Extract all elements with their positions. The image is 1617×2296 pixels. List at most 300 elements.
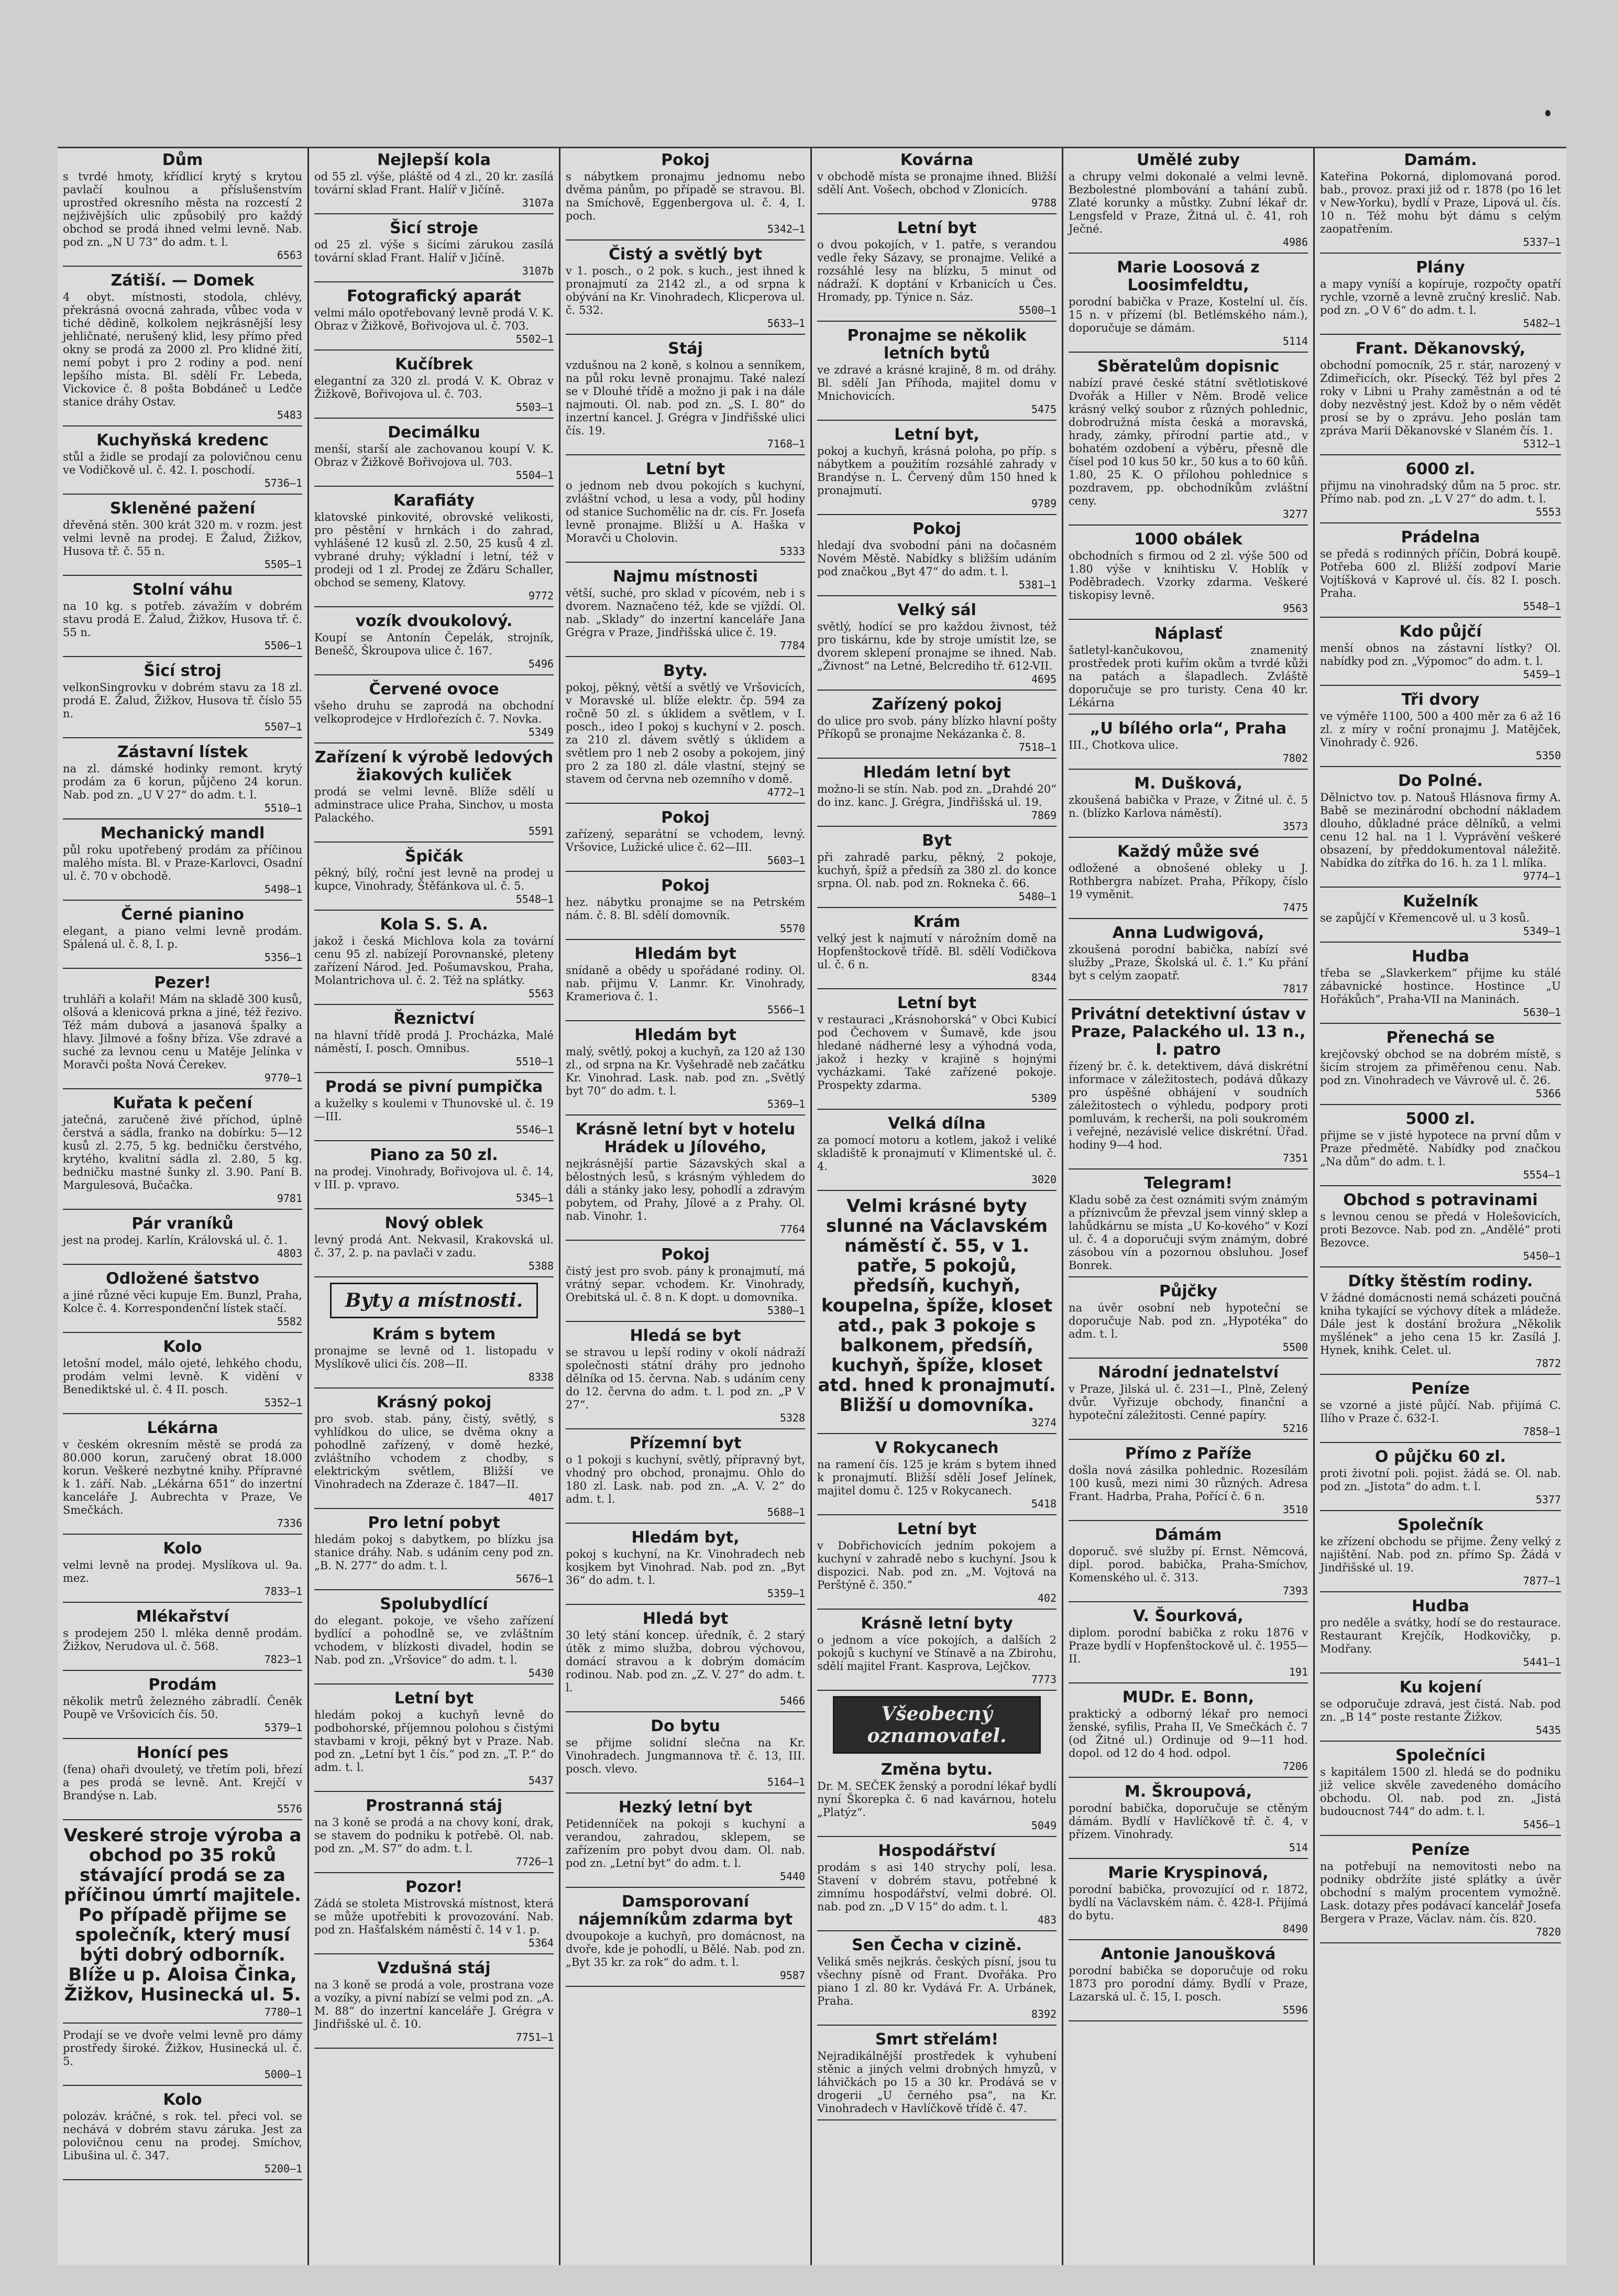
ad-number: 7872	[1535, 1357, 1561, 1370]
classified-ad	[1069, 775, 1308, 838]
ad-number: 5359—1	[767, 1587, 805, 1600]
ad-number: 5591	[528, 825, 554, 837]
classified-ad	[566, 1529, 805, 1605]
ad-heading: Špičák	[404, 847, 464, 866]
ad-heading: Šicí stroj	[144, 662, 222, 680]
ad-heading: Odložené šatstvo	[106, 1270, 259, 1288]
classified-ad	[1069, 1283, 1308, 1359]
ad-body: s nábytkem pronajmu jednomu nebo dvěma pánům, po případě se stravou. Bl. na Smíchově, Eggenbergova ul. č. 4, I. poch.	[566, 170, 805, 222]
ad-heading: Hledám byt,	[631, 1528, 740, 1547]
ad-number: 5437	[528, 1774, 554, 1787]
ad-body: nabízí pravé české státní světlotiskové Dvořák a Hiller v Něm. Brodě velice krásný velký soubor z různých pohlednic, dobrodružná místa česká a moravská, hrady, zámky, přírodní partie atd., v bohatém ozdobení a výběru, přesně dle čísel pod 10 kus 50 kr., 50 kus a to 60 kůň. 1.80, 25 K. O přílohou pohlednice s pozdravem, pp. obchodníkům zvláštní ceny.	[1069, 377, 1308, 507]
ad-number: 5369—1	[767, 1098, 805, 1110]
classified-ad	[566, 1327, 805, 1429]
ad-body: menší, starší ale zachovanou koupí V. K. Obraz v Žižkově Bořivojova ul. 703.	[314, 443, 554, 468]
ad-body: pěkný, bílý, roční jest levně na prodej u kupce, Vinohrady, Štěfánkova ul. č. 5.	[314, 867, 554, 892]
ad-heading: Veskeré stroje výroba a obchod po 35 roků stávající prodá se za příčinou úmrtí majitele. Po případě přijme se společník, který musí býti dobrý odborník. Blíže u p. Aloisa Činka, Žižkov, Husinecká ul. 5.	[63, 1825, 302, 2005]
classified-ad	[1069, 720, 1308, 770]
classified-ad	[314, 1960, 554, 2049]
ad-body: Prodají se ve dvoře velmi levně pro dámy prostředy široké. Žižkov, Husinecká ul. č. 5.	[63, 2029, 302, 2068]
ad-number: 8392	[1031, 2008, 1057, 2020]
ad-number: 8490	[1282, 1922, 1308, 1935]
classified-ad	[817, 1842, 1057, 1931]
ad-number: 5554—1	[1523, 1168, 1561, 1181]
classified-ad	[1069, 1005, 1308, 1169]
column-6	[1315, 148, 1566, 2265]
classified-ad	[1320, 1516, 1561, 1592]
classified-ad	[63, 1744, 302, 1820]
ad-heading: Privátní detektivní ústav v Praze, Palackého ul. 13 n., I. patro	[1070, 1005, 1306, 1059]
ad-heading: Decimálku	[388, 423, 480, 442]
ad-body: se předá s rodinných příčin, Dobrá koupě. Potřeba 600 zl. Bližší zodpoví Marie Vojtíšková v Kaprové ul. čís. 82 I. posch. Praha.	[1320, 548, 1561, 599]
ad-heading: Pokoj	[661, 808, 710, 827]
classified-ad	[1320, 151, 1561, 254]
ad-heading: Velmi krásné byty slunné na Václavském náměstí č. 55, v 1. patře, 5 pokojů, předsíň, kuchyň, koupelna, špíže, kloset atd., pak 3 pokoje s balkonem, předsíň, kuchyň, špíže, kloset atd. hned k pronajmutí. Bližší u domovníka.	[818, 1196, 1056, 1416]
ad-heading: Honící pes	[136, 1744, 229, 1762]
ad-number: 9772	[528, 589, 554, 602]
ad-body: menší obnos na zástavní lístky? Ol. nabídky pod zn. „Výpomoc“ do adm. t. l.	[1320, 642, 1561, 668]
ad-heading: 1000 obálek	[1134, 530, 1242, 549]
classified-ad	[63, 151, 302, 267]
ad-body: při zahradě parku, pěkný, 2 pokoje, kuchyň, špíž a předsíň za 380 zl. do konce srpna. Ol. nab. pod zn. Rokneka č. 66.	[817, 851, 1057, 890]
ad-body: odložené a obnošené obleky u J. Rothbergra nabízet. Praha, Příkopy, číslo 19 vyměnit.	[1069, 862, 1308, 901]
classified-ad	[314, 220, 554, 282]
classified-ad	[63, 1608, 302, 1671]
ad-number: 7336	[277, 1517, 302, 1529]
ad-number: 5736—1	[264, 477, 302, 489]
classified-ad	[314, 1797, 554, 1873]
ad-body: letošní model, málo ojeté, lehkého chodu, prodám velmi levně. K vidění v Benediktské ul. č. 4 II. posch.	[63, 1357, 302, 1396]
classified-ad	[63, 432, 302, 495]
ad-number: 5576	[277, 1802, 302, 1815]
classified-ad	[1320, 1598, 1561, 1674]
ad-number: 3274	[1031, 1416, 1057, 1429]
ad-body: v českém okresním městě se prodá za 80.000 korun, zaručený obrat 18.000 korun. Veškeré nezbytné knihy. Přípravné k 1. září. Nab. „Lékárna 651“ do inzertní kanceláře J. Aubrechta v Praze, Ve Smečkách.	[63, 1438, 302, 1516]
ad-number: 5505—1	[264, 558, 302, 571]
classified-ad	[1069, 1945, 1308, 2021]
classified-ad	[566, 1799, 805, 1888]
ad-body: ve zdravé a krásné krajině, 8 m. od dráhy. Bl. sdělí Jan Příhoda, majitel domu v Mnichovicích.	[817, 364, 1057, 402]
ad-heading: Krásný pokoj	[376, 1393, 492, 1412]
ad-number: 7393	[1282, 1584, 1308, 1597]
ad-heading: Letní byt,	[894, 425, 980, 444]
ad-body: několik metrů železného zábradlí. Čeněk Poupě ve Vršovicích čís. 50.	[63, 1695, 302, 1721]
ad-number: 4695	[1031, 673, 1057, 685]
ad-heading: Letní byt	[645, 460, 725, 478]
ad-body: velmi levně na prodej. Myslíkova ul. 9a. mez.	[63, 1559, 302, 1584]
ad-number: 7773	[1031, 1673, 1057, 1686]
ad-number: 9788	[1031, 196, 1057, 209]
ad-body: (fena) ohaři dvouletý, ve třetím poli, březí a pes prodá se levně. Ant. Krejčí v Brandýse n. Lab.	[63, 1763, 302, 1802]
ad-heading: Fotografický aparát	[347, 287, 521, 305]
ad-heading: Byty.	[663, 662, 708, 680]
column-2	[309, 148, 560, 2265]
ad-number: 4986	[1282, 236, 1308, 248]
ad-body: velkonSingrovku v dobrém stavu za 18 zl. prodá E. Žalud, Žižkov, Husova tř. číslo 55 n.	[63, 681, 302, 720]
classified-ad	[63, 744, 302, 819]
classified-ad	[1069, 1526, 1308, 1602]
ad-body: truhláři a kolaři! Mám na skladě 300 kusů, olšová a klenicová prkna a jiné, též řezivo. Též mám dubová a jasanová špalky a hlavy. Jilmové a fošny bříza. Vše zdravé a suché za levnou cenu u Matěje Jelínka v Moravči pošta Nová Čerekev.	[63, 993, 302, 1071]
ad-heading: Stolní váhu	[132, 581, 233, 599]
ad-body: velmi málo opotřebovaný levně prodá V. K. Obraz v Žižkově, Bořivojova ul. č. 703.	[314, 307, 554, 332]
ad-number: 4772—1	[767, 786, 805, 799]
ad-number: 5688—1	[767, 1506, 805, 1518]
classified-ad	[1069, 358, 1308, 526]
ad-number: 5482—1	[1523, 317, 1561, 330]
ad-heading: V Rokycanech	[875, 1439, 999, 1457]
ad-number: 3020	[1031, 1173, 1057, 1186]
ad-number: 5496	[528, 658, 554, 670]
ad-number: 402	[1037, 1592, 1057, 1604]
classified-ad	[63, 1270, 302, 1333]
ad-heading: Krám	[913, 913, 961, 931]
ad-heading: Pokoj	[661, 1245, 710, 1264]
ad-body: na úvěr osobní neb hypoteční se doporučuje Nab. pod zn. „Hypotéka“ do adm. t. l.	[1069, 1302, 1308, 1340]
ad-heading: Letní byt	[897, 1520, 977, 1538]
ad-heading: Přízemní byt	[629, 1434, 742, 1452]
classified-ad	[314, 1146, 554, 1209]
ad-heading: Šicí stroje	[390, 219, 478, 237]
ad-body: za pomocí motoru a kotlem, jakož i veliké skladiště k pronajmutí v Klimentské ul. č. 4.	[817, 1134, 1057, 1173]
ad-heading: Pokoj	[661, 151, 710, 169]
ad-body: Dělnictvo tov. p. Natouš Hlásnova firmy A. Babě se mezinárodní obchodní nákladem dlouho, důkladné práce dělníků, a velmi cenu 12 hal. na 1 l. Vyprávění veškeré obsazení, by předdokumentoval náležitě. Nabídka do zítřka do 16. h. za 1 l. mlíka.	[1320, 791, 1561, 869]
ad-body: půl roku upotřebený prodám za příčinou malého místa. Bl. v Praze-Karlovci, Osadní ul. č. 70 v obchodě.	[63, 844, 302, 882]
ad-number: 9770—1	[264, 1072, 302, 1084]
classified-ad	[817, 2031, 1057, 2120]
ad-body: třeba se „Slavkerkem“ přijme ku stálé zábavnické hostince. Hostince „U Hořákůch“, Praha-VII na Maninách.	[1320, 967, 1561, 1005]
classified-ad	[1069, 1783, 1308, 1859]
ad-body: na 3 koně se prodá a vole, prostrana voze a vozíky, a pivní nabízí se velmi pod zn. „A. M. 88“ do inzertní kanceláře J. Grégra v Jindřišské ul. č. 10.	[314, 1978, 554, 2030]
classified-ad	[1320, 893, 1561, 943]
classified-ad	[314, 1010, 554, 1073]
ad-heading: Přenechá se	[1386, 1029, 1495, 1047]
ad-heading: Hledám byt	[634, 1026, 736, 1044]
column-4	[812, 148, 1063, 2265]
ad-heading: Do bytu	[651, 1717, 720, 1735]
ad-heading: Hledám letní byt	[863, 763, 1011, 782]
ad-number: 5216	[1282, 1422, 1308, 1435]
ad-number: 7351	[1282, 1152, 1308, 1164]
ad-number: 5503—1	[515, 401, 554, 413]
ad-body: proti životní poli. pojist. žádá se. Ol. nab. pod zn. „Jistota“ do adm. t. l.	[1320, 1467, 1561, 1493]
classified-ad	[1320, 948, 1561, 1024]
ad-heading: Telegram!	[1144, 1174, 1233, 1193]
ad-number: 5630—1	[1523, 1006, 1561, 1019]
classified-ad	[314, 356, 554, 419]
ad-heading: Najmu místnosti	[613, 567, 758, 586]
ad-number: 5380—1	[767, 1304, 805, 1317]
classified-ad	[1320, 259, 1561, 335]
ad-heading: Hudba	[1412, 1597, 1469, 1615]
classified-ad	[1320, 1110, 1561, 1186]
ad-heading: „U bílého orla“, Praha	[1090, 719, 1287, 738]
classified-ad	[314, 151, 554, 214]
ad-number: 5546—1	[515, 1123, 554, 1136]
classified-ad	[63, 2029, 302, 2086]
ad-body: hledám pokoj a kuchyň levně do podbohorské, příjemnou polohou s čistými stavbami v kroji, pěkný byt v Praze. Nab. pod zn. „Letní byt 1 čís.“ pod zn. „T. P.“ do adm. t. l.	[314, 1709, 554, 1774]
ad-number: 5379—1	[264, 1721, 302, 1734]
ad-body: prodám s asi 140 strychy polí, lesa. Stavení v dobrém stavu, potřebné k zimnímu hospodářství, velmi dobré. Ol. nab. pod zn. „D V 15“ do adm. t. l.	[817, 1861, 1057, 1913]
ad-number: 7802	[1282, 752, 1308, 764]
classified-ad	[1320, 623, 1561, 686]
ad-number: 5566—1	[767, 1003, 805, 1016]
ad-body: všeho druhu se zaprodá na obchodní velkoprodejce v Hrdlořezích č. 7. Novka.	[314, 699, 554, 725]
ad-body: s levnou cenou se předá v Holešovicích, proti Bezovce. Nab. pod zn. „Andělé“ proti Bezovce.	[1320, 1210, 1561, 1249]
ad-body: na potřebují na nemovitosti nebo na podniky obdržíte jisté splátky a úvěr obchodní s malým procentem vymožně. Lask. dotazy přes podávací kancelář Josefa Bergera v Praze, Václav. nám. čís. 820.	[1320, 1860, 1561, 1925]
ad-heading: 6000 zl.	[1405, 460, 1476, 478]
ad-heading: Společník	[1398, 1516, 1483, 1534]
ad-body: pokoj a kuchyň, krásná poloha, po příp. s nábytkem a použitím rozsáhlé zahrady v Brandýse n. L. Červený dům 150 hned k pronajmutí.	[817, 445, 1057, 497]
classified-ad	[63, 272, 302, 427]
ad-body: elegantní za 320 zl. prodá V. K. Obraz v Žižkově, Bořivojova ul. č. 703.	[314, 375, 554, 400]
classified-ad	[566, 809, 805, 872]
classified-ad	[566, 1718, 805, 1794]
ad-heading: Sen Čecha v cizině.	[852, 1936, 1022, 1954]
ad-heading: Náplasť	[1154, 625, 1223, 643]
classified-ad	[314, 681, 554, 744]
ad-number: 5553	[1535, 506, 1561, 518]
ad-number: 5596	[1282, 2004, 1308, 2016]
classified-ad	[1069, 1608, 1308, 1683]
ad-number: 5349—1	[1523, 925, 1561, 937]
ad-heading: Kolo	[163, 1539, 202, 1558]
ad-heading: Tři dvory	[1401, 691, 1480, 709]
ad-heading: Krásně letní byt v hotelu Hrádek u Jílového,	[575, 1120, 796, 1156]
ad-body: doporuč. své služby pí. Ernst. Němcová, dipl. porod. babička, Praha-Smíchov, Komenského ul. č. 313.	[1069, 1545, 1308, 1584]
classified-ad	[63, 974, 302, 1089]
classified-ad	[817, 327, 1057, 421]
ad-number: 5000—1	[264, 2068, 302, 2081]
ad-body: řízený br. č. k. detektivem, dává diskrétní informace v záležitostech, podává důkazy pro úspěšné obhájení v soudních záležitostech o výhledu, podpory proti pomluvám, k recherši, na poli soukromém i veřejné, nezávislé velice diskrétní. Úřad. hodiny 9—4 hod.	[1069, 1060, 1308, 1151]
classified-ad	[566, 1610, 805, 1712]
classified-ad	[817, 520, 1057, 596]
ad-number: 5603—1	[767, 854, 805, 867]
ad-number: 3573	[1282, 820, 1308, 833]
ad-heading: Kovárna	[900, 151, 974, 169]
ad-number: 7877—1	[1523, 1575, 1561, 1587]
classified-ad	[1069, 1689, 1308, 1778]
classified-ad	[314, 1514, 554, 1590]
ad-number: 3107b	[522, 265, 554, 277]
ad-number: 5548—1	[1523, 600, 1561, 613]
ad-body: levný prodá Ant. Nekvasil, Krakovská ul. č. 37, 2. p. na pavlači v zadu.	[314, 1233, 554, 1259]
ad-number: 7751—1	[515, 2031, 554, 2043]
ad-heading: Kučíbrek	[395, 355, 473, 374]
classified-ad	[817, 1439, 1057, 1515]
column-3	[560, 148, 812, 2265]
ad-body: a mapy vyníší a kopíruje, rozpočty opatří rychle, vzorně a levně zručný kreslič. Nab. pod zn. „O V 6“ do adm. t. l.	[1320, 278, 1561, 316]
ad-body: na zl. dámské hodinky remont. krytý prodám za 6 korun, půjčeno 24 korun. Nab. pod zn. „U V 27“ do adm. t. l.	[63, 762, 302, 801]
ad-number: 3107a	[522, 196, 554, 209]
ad-body: klatovské pinkovité, obrovské velikosti, pro pěstění v hrnkách i do zahrad, vyhlášené 12 kusů zl. 2.50, 25 kusů 4 zl. vybrané druhy; výkladní i letní, též v prodeji od 1 zl. Prodej ze Žďáru Schaller, obchod se semeny, Klatovy.	[314, 511, 554, 589]
ad-number: 5337—1	[1523, 236, 1561, 248]
ad-heading: Řeznictví	[393, 1010, 475, 1028]
classified-ad	[1069, 259, 1308, 353]
ad-body: od 25 zl. výše s šicími zárukou zasílá tovární sklad Frant. Halíř v Jičíně.	[314, 238, 554, 264]
ad-body: do ulice pro svob. pány blízko hlavní pošty Příkopů se pronajme Nekázanka č. 8.	[817, 715, 1057, 740]
ad-body: větší, suché, pro sklad v pícovém, neb i s dvorem. Naznačeno též, kde se vjíždí. Ol. nab. „Sklady“ do inzertní kanceláře Jana Grégra v Praze, Jindřišská ulice č. 19.	[566, 587, 805, 639]
classified-ad	[1320, 461, 1561, 523]
ad-heading: Národní jednatelství	[1097, 1363, 1279, 1382]
classified-ad	[817, 1196, 1057, 1434]
ad-number: 7206	[1282, 1760, 1308, 1773]
ad-heading: Čistý a světlý byt	[609, 245, 762, 264]
classified-ad	[1320, 1191, 1561, 1267]
ad-heading: Sběratelům dopisnic	[1097, 357, 1280, 376]
classified-ad	[1320, 1029, 1561, 1105]
ad-body: přijmu na vinohradský dům na 5 proc. str. Přímo nab. pod zn. „L V 27“ do adm. t. l.	[1320, 479, 1561, 505]
ad-body: možno-li se stín. Nab. pod zn. „Drahdé 20“ do inz. kanc. J. Grégra, Jindřišská ul. 19.	[817, 783, 1057, 808]
section-heading-rooms: Byty a místnosti.	[330, 1283, 538, 1318]
ad-body: do elegant. pokoje, ve všeho zařízení bydlící a pohodlně se, ve zvláštním vchodem, v blízkosti divadel, hodin se Nab. pod zn. „Vršovice“ do adm. t. l.	[314, 1614, 554, 1666]
ad-heading: Půjčky	[1159, 1282, 1217, 1300]
ad-body: s kapitálem 1500 zl. hledá se do podniku již velice skvěle zavedeného domácího obchodu. Ol. nab. pod zn. „Jistá budoucnost 744“ do adm. t. l.	[1320, 1766, 1561, 1818]
ad-heading: Krám s bytem	[372, 1325, 496, 1343]
ad-heading: Černé pianino	[121, 905, 244, 924]
ad-heading: Peníze	[1411, 1380, 1470, 1398]
ad-heading: Kdo půjčí	[1399, 622, 1482, 641]
ad-number: 9774—1	[1523, 870, 1561, 882]
ad-heading: Dům	[162, 151, 203, 169]
ad-body: zkoušená porodní babička, nabízí své služby „Praze, Školská ul. č. 1.“ Ku přání byt s celým zaopatř.	[1069, 943, 1308, 982]
ad-number: 5500—1	[1018, 304, 1057, 316]
ad-number: 7820	[1535, 1926, 1561, 1938]
ad-heading: Kuřata k pečení	[113, 1094, 252, 1112]
classified-ad	[566, 1246, 805, 1322]
ad-body: Nejradikálnější prostředek k vyhubení stěnic a jiných velmi drobných hmyzů, v láhvičkách po 15 a 30 kr. Prodává se v drogerii „U černého psa“, na Kr. Vinohradech v Havlíčkově třídě č. 47.	[817, 2050, 1057, 2115]
ad-heading: Marie Loosová z Loosimfeldtu,	[1117, 258, 1260, 294]
ad-heading: Dámám	[1154, 1526, 1222, 1544]
ad-number: 7823—1	[264, 1653, 302, 1666]
classified-ad	[566, 662, 805, 804]
ad-body: pronajme se levně od 1. listopadu v Myslíkově ulici čís. 208—II.	[314, 1344, 554, 1370]
ad-number: 7784	[779, 639, 805, 652]
classified-ad	[63, 1215, 302, 1265]
ad-heading: Zařízený pokoj	[872, 695, 1002, 714]
ad-heading: Pronajme se několik letních bytů	[847, 326, 1027, 363]
ad-body: v Dobřichovicích jedním pokojem a kuchyní v zahradě nebo s kuchyní. Jsou k dispozici. Nab. pod zn. „M. Vojtová na Perštýně č. 350.“	[817, 1539, 1057, 1591]
classified-ad	[817, 602, 1057, 691]
ad-number: 7833—1	[264, 1585, 302, 1598]
ad-number: 5418	[1031, 1497, 1057, 1510]
ad-heading: Červené ovoce	[369, 680, 499, 698]
ad-heading: 5000 zl.	[1405, 1110, 1476, 1128]
ad-number: 4017	[528, 1491, 554, 1504]
ad-body: v 1. posch., o 2 pok. s kuch., jest ihned k pronajmutí za 2142 zl., a od srpna k obývání na Kr. Vinohradech, Klicperova ul. č. 532.	[566, 265, 805, 316]
ad-body: hez. nábytku pronajme se na Petrském nám. č. 8. Bl. sdělí domovník.	[566, 896, 805, 922]
ad-number: 5510—1	[515, 1055, 554, 1068]
classified-ad	[314, 1690, 554, 1792]
classified-ad	[314, 1078, 554, 1141]
ad-heading: Zařízení k výrobě ledových žiakových kuliček	[314, 748, 554, 784]
ad-heading: Společníci	[1395, 1746, 1486, 1765]
ad-number: 9781	[277, 1192, 302, 1205]
ad-body: pro svob. stab. pány, čistý, světlý, s vyhlídkou do ulice, se dvěma okny a pohodlně zařízený, v domě hezké, zvláštního vchodem z chodby, s elektrickým světlem, Bližší ve Vinohradech na Zderaze č. 1847—II.	[314, 1413, 554, 1491]
ad-body: v obchodě místa se pronajme ihned. Bližší sdělí Ant. Vošech, obchod v Zlonicích.	[817, 170, 1057, 196]
classified-ad	[817, 994, 1057, 1110]
ad-heading: Pezer!	[154, 974, 211, 992]
ad-body: na 3 koně se prodá a na chovy koní, drak, se stavem do podniku k potřebě. Ol. nab. pod zn. „M. S7“ do adm. t. l.	[314, 1816, 554, 1855]
classified-ad	[63, 906, 302, 969]
ad-body: porodní babička, provozující od r. 1872, bydlí na Václavském nám. č. 428-I. Přijímá do bytu.	[1069, 1883, 1308, 1922]
ad-number: 5676—1	[515, 1572, 554, 1585]
ad-body: a kuželky s koulemi v Thunovské ul. č. 19—III.	[314, 1097, 554, 1123]
ad-number: 5570	[779, 922, 805, 935]
ad-body: malý, světlý, pokoj a kuchyň, za 120 až 130 zl., od srpna na Kr. Vyšehradě neb začátku Kr. Vinohrad. Lask. nab. pod zn. „Světlý byt 70“ do adm. t. l.	[566, 1045, 805, 1097]
ad-number: 5352—1	[264, 1396, 302, 1409]
classified-ad	[314, 749, 554, 843]
ad-heading: Frant. Děkanovský,	[1355, 340, 1526, 358]
ad-heading: Kolo	[163, 2091, 202, 2109]
ad-body: na 10 kg. s potřeb. závažím v dobrém stavu prodá E. Žalud, Žižkov, Husova tř. č. 55 n.	[63, 600, 302, 639]
ad-number: 5342—1	[767, 223, 805, 235]
classified-ad	[1320, 1747, 1561, 1836]
ad-number: 5633—1	[767, 317, 805, 330]
ad-heading: Krásně letní byty	[861, 1614, 1013, 1633]
classified-ad	[566, 945, 805, 1021]
ad-number: 5506—1	[264, 639, 302, 652]
classified-ad	[817, 696, 1057, 759]
ad-number: 5200—1	[264, 2162, 302, 2175]
classified-ad	[63, 1338, 302, 1414]
ad-body: v restauraci „Krásnohorská“ v Obci Kubicí pod Čechovem v Šumavě, kde jsou hledané nádherné lesy a výhodná voda, jakož i hezky v krajině s hojnými vycházkami. Také zařízené pokoje. Prospekty zdarma.	[817, 1013, 1057, 1091]
classified-ad	[314, 613, 554, 675]
ad-number: 5459—1	[1523, 668, 1561, 681]
ad-number: 191	[1289, 1666, 1308, 1678]
ad-number: 6563	[277, 249, 302, 261]
ad-body: zařízený, separátní se vchodem, levný. Vršovice, Lužické ulice č. 62—III.	[566, 828, 805, 854]
ad-heading: Do Polné.	[1398, 772, 1483, 790]
ad-body: zkoušená babička v Praze, v Žitné ul. č. 5 n. (blízko Karlova náměstí).	[1069, 794, 1308, 819]
ad-body: V žádné domácnosti nemá scházeti poučná kniha tykající se výchovy dítek a mládeže. Dále jest k dostání brožura „Několik myšlének“ a jeho cena 15 kr. Zasílá J. Hynek, knihk. Celet. ul.	[1320, 1292, 1561, 1357]
ad-body: šatletyl-kančukovou, znamenitý prostředek proti kuřím okům a tvrdé kůži na patách a šlapadlech. Zvláště doporučuje se pro turisty. Cena 40 kr. Lékárna	[1069, 644, 1308, 709]
ad-heading: Ku kojení	[1399, 1678, 1482, 1697]
classified-ad	[314, 916, 554, 1005]
ad-number: 5502—1	[515, 333, 554, 345]
classified-ad	[566, 568, 805, 657]
ad-number: 5456—1	[1523, 1818, 1561, 1831]
classified-ad	[314, 1878, 554, 1954]
classified-ad	[1320, 340, 1561, 455]
column-5	[1063, 148, 1315, 2265]
ad-heading: Lékárna	[147, 1419, 218, 1437]
classified-ad	[817, 1937, 1057, 2026]
ad-heading: Letní byt	[897, 994, 977, 1012]
ad-heading: Pár vraníků	[131, 1215, 234, 1233]
ad-number: 5440	[779, 1870, 805, 1883]
ad-body: dvoupokoje a kuchyň, pro domácnost, na dvoře, kde je pohodlí, u Bělé. Nab. pod zn. „Byt 35 kr. za rok“ do adm. t. l.	[566, 1930, 805, 1969]
classified-ad	[566, 1026, 805, 1116]
classified-ad	[566, 1121, 805, 1241]
ad-heading: Nový oblek	[384, 1214, 483, 1232]
classified-ad	[817, 220, 1057, 322]
ad-body: na prodej. Vinohrady, Bořivojova ul. č. 14, v III. p. vpravo.	[314, 1165, 554, 1191]
ad-heading: Hospodářství	[878, 1842, 996, 1860]
ad-number: 5377	[1535, 1493, 1561, 1506]
ad-body: se stravou u lepší rodiny v okolí nádraží společnosti státní dráhy pro jednoho dělníka od 15. června. Nab. s udáním ceny do 12. června do adm. t. l. pod zn. „P V 27“.	[566, 1346, 805, 1411]
ad-body: Dr. M. SEČEK ženský a porodní lékař bydlí nyní Škorepka č. 6 nad kavárnou, hotelu „Platýz“.	[817, 1780, 1057, 1819]
ad-number: 9789	[1031, 497, 1057, 510]
ad-body: na hlavní třídě prodá J. Procházka, Malé náměstí, I. posch. Omnibus.	[314, 1029, 554, 1055]
ad-body: v Praze, Jilská ul. č. 231—I., Plně, Zelený dvůr. Vyřizuje obchody, finanční a hypoteční záležitosti. Cenné papíry.	[1069, 1383, 1308, 1422]
ad-heading: Pokoj	[912, 520, 961, 538]
ad-heading: Vzdušná stáj	[377, 1959, 491, 1977]
ad-heading: Letní byt	[897, 219, 977, 237]
ad-number: 7475	[1282, 901, 1308, 914]
ad-body: porodní babička v Praze, Kostelní ul. čís. 15 n. v přízemí (bl. Betlémského nám.), doporučuje se dámám.	[1069, 296, 1308, 334]
ad-heading: Spolubydlící	[380, 1595, 488, 1613]
section-heading-general: Všeobecný oznamovatel.	[833, 1696, 1041, 1754]
